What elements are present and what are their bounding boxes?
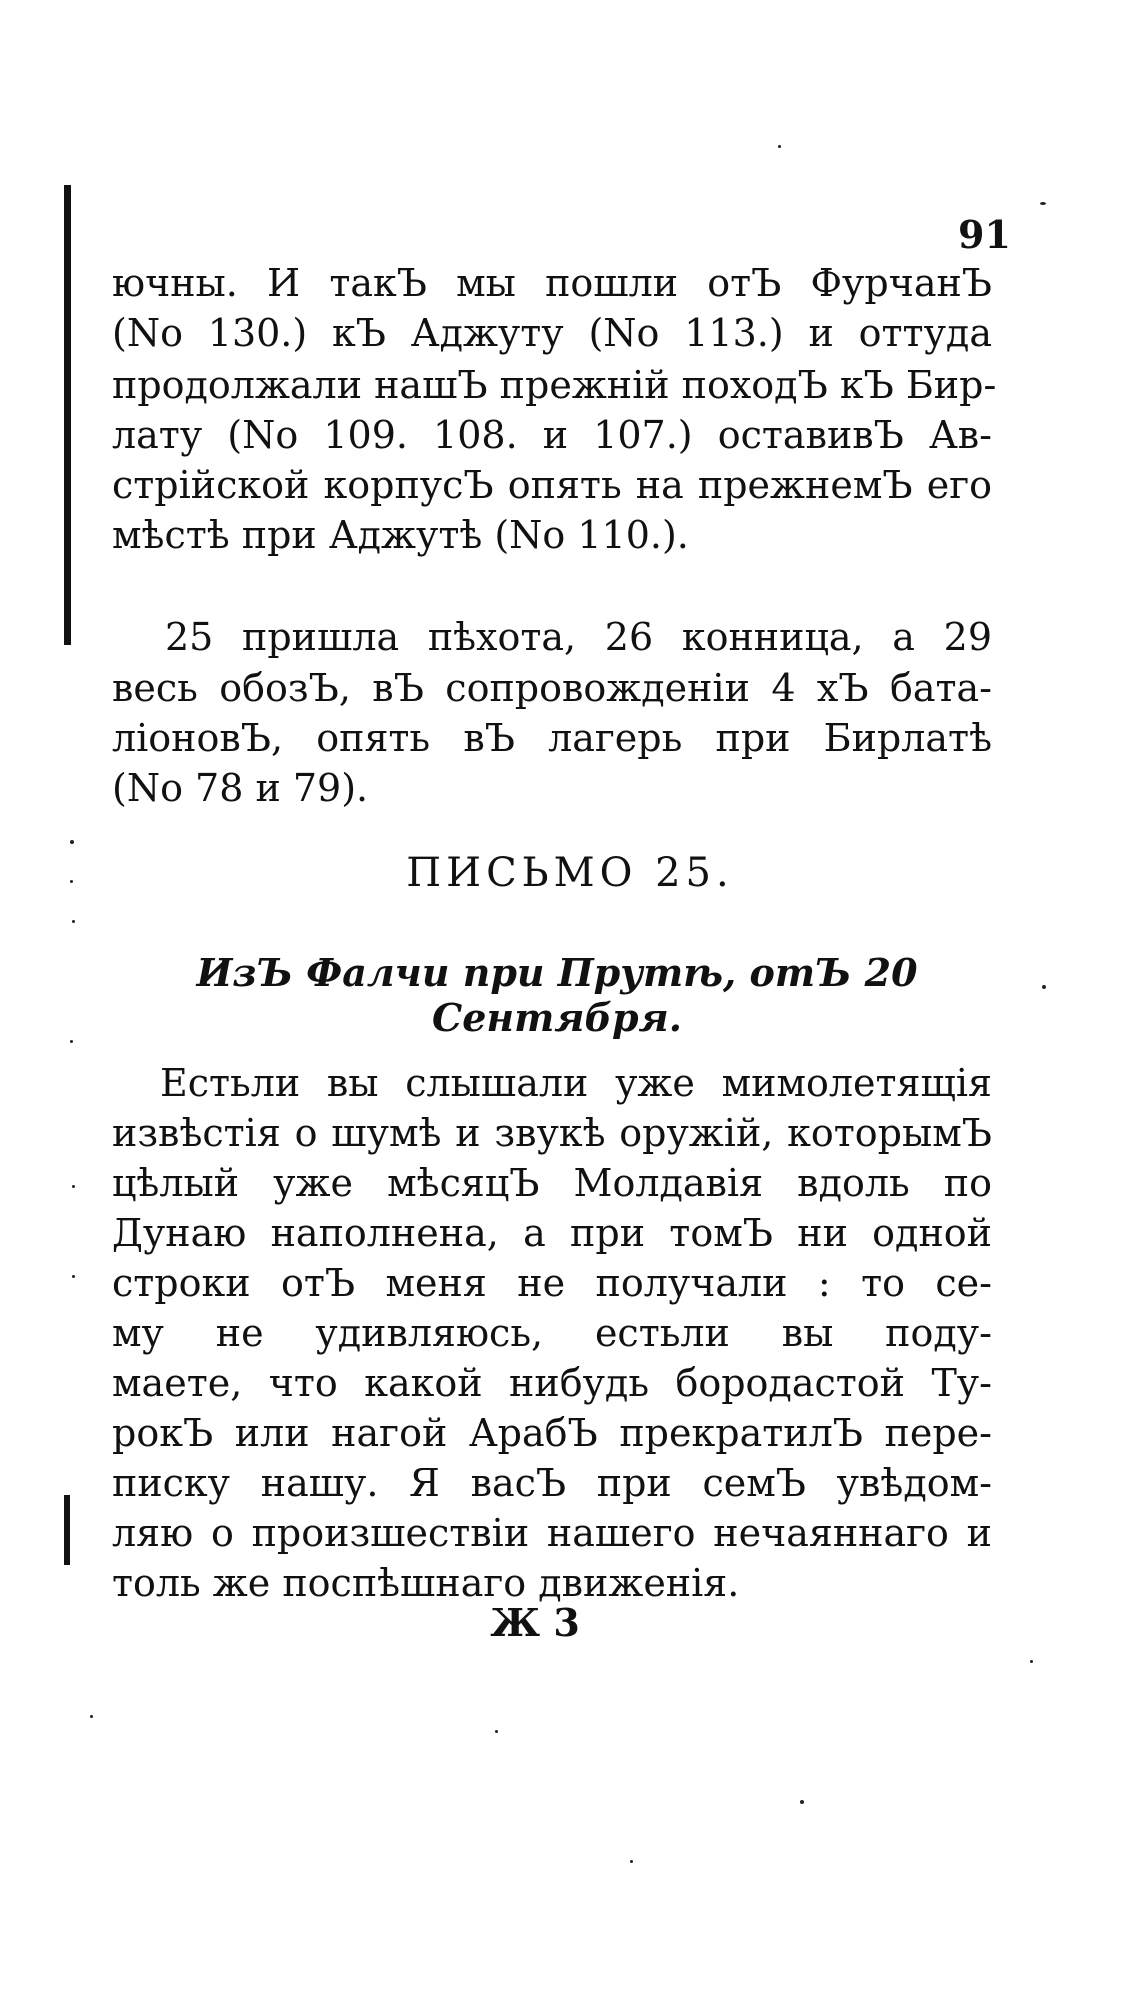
scan-speck [72,1185,75,1188]
scan-speck [495,1730,498,1733]
scan-margin-bar [64,1495,70,1565]
scan-speck [800,1800,804,1804]
scan-speck [72,920,75,923]
text-line: толь же поспѣшнаго движенія. [112,1561,740,1605]
scan-speck [630,1860,633,1863]
text-line: Дунаю наполнена, а при томЪ ни одной [112,1211,992,1255]
text-line: 25 пришла пѣхота, 26 конница, а 29 [165,615,992,659]
text-line: строки отЪ меня не получали : то се- [112,1261,992,1305]
page-number: 91 [958,212,1011,257]
text-line: маете, что какой нибудь бородастой Ту- [112,1361,992,1405]
scan-speck [1030,1660,1033,1663]
text-line: рокЪ или нагой АрабЪ прекратилЪ пере- [112,1411,992,1455]
text-line: весь обозЪ, вЪ сопровожденіи 4 хЪ бата- [112,666,992,710]
text-line: ючны. И такЪ мы пошли отЪ ФурчанЪ [112,261,992,305]
scan-margin-bar [64,185,71,645]
scan-speck [70,1040,73,1043]
letter-heading: ПИСЬМО 25. [406,850,734,896]
text-line: Естьли вы слышали уже мимолетящія [160,1061,992,1105]
text-line: (No 130.) кЪ Аджуту (No 113.) и оттуда [112,311,992,355]
letter-dateline: ИзЪ Фалчи при Прутѣ, отЪ 20 Сентября. [196,950,918,1040]
text-line: (No 78 и 79). [112,766,369,810]
signature-mark: Ж 3 [490,1600,580,1645]
text-line: извѣстія о шумѣ и звукѣ оружій, которымЪ [112,1111,992,1155]
text-line: писку нашу. Я васЪ при семЪ увѣдом- [112,1461,992,1505]
scan-speck [90,1715,93,1718]
text-line: ліоновЪ, опять вЪ лагерь при Бирлатѣ [112,716,992,760]
scan-speck [70,840,74,844]
text-line: продолжали нашЪ прежній походЪ кЪ Бир- [112,363,997,407]
text-line: мѣстѣ при Аджутѣ (No 110.). [112,513,689,557]
text-line: лату (No 109. 108. и 107.) оставивЪ Ав- [112,413,992,457]
text-line: му не удивляюсь, естьли вы поду- [112,1311,992,1355]
text-line: стрійской корпусЪ опять на прежнемЪ его [112,463,992,507]
text-line: ляю о произшествіи нашего нечаяннаго и [112,1511,992,1555]
scan-speck [778,145,781,148]
scan-speck [1042,985,1046,989]
text-line: цѣлый уже мѣсяцЪ Молдавія вдоль по [112,1161,992,1205]
scan-speck [1040,202,1046,205]
scan-speck [72,1275,75,1278]
